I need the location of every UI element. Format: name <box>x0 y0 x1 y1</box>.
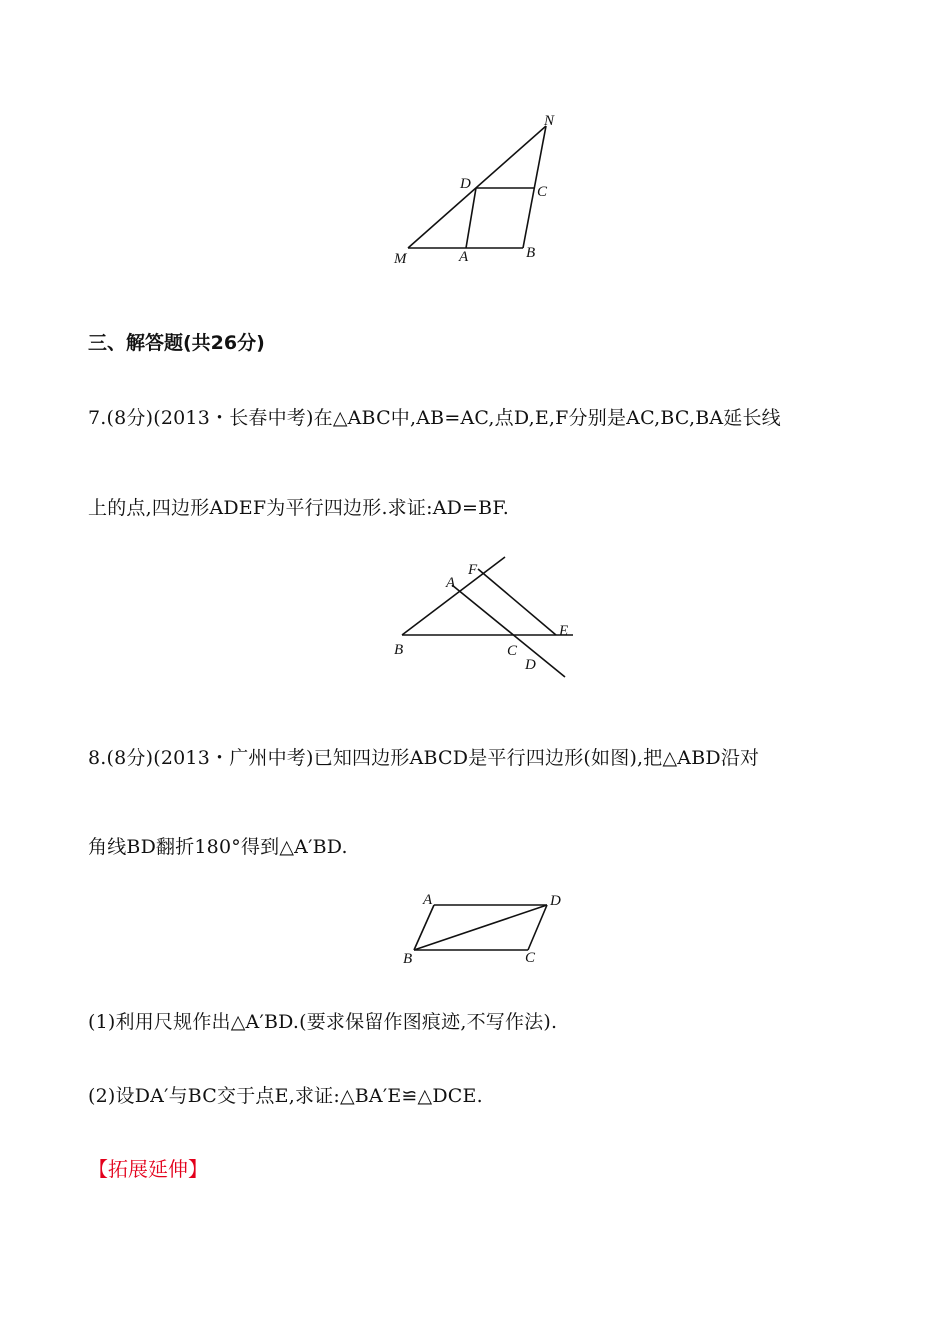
label-C: C <box>525 950 536 966</box>
label-C: C <box>537 184 548 200</box>
segment-AB <box>414 905 434 950</box>
segment-DC <box>528 905 547 950</box>
label-D: D <box>525 657 536 673</box>
section-title-extension: 【拓展延伸】 <box>88 1157 208 1181</box>
figure-2-svg <box>390 555 590 685</box>
segment-BF <box>402 557 505 635</box>
label-D: D <box>460 176 471 192</box>
figure-2-triangle-parallelogram <box>390 555 590 685</box>
label-B: B <box>394 642 404 658</box>
figure-3-parallelogram <box>395 888 575 973</box>
label-B: B <box>403 951 413 967</box>
diagonal-BD <box>414 905 547 950</box>
q8-part-1: (1)利用尺规作出△A′BD.(要求保留作图痕迹,不写作法). <box>88 1011 558 1033</box>
label-E: E <box>559 623 569 639</box>
label-A: A <box>423 892 433 908</box>
section-heading-answer-questions: 三、解答题(共26分) <box>88 332 265 354</box>
figure-3-svg <box>395 888 575 973</box>
label-N: N <box>544 113 555 129</box>
label-B: B <box>526 245 536 261</box>
segment-FE <box>478 569 556 635</box>
label-C: C <box>507 643 518 659</box>
label-M: M <box>394 251 407 267</box>
segment-AD <box>466 188 476 248</box>
q8-text-line-2: 角线BD翻折180°得到△A′BD. <box>88 836 348 858</box>
q7-text-line-1: 7.(8分)(2013・长春中考)在△ABC中,AB=AC,点D,E,F分别是AC,BC,BA延长线 <box>88 407 781 429</box>
label-F: F <box>468 562 478 578</box>
figure-1-svg <box>380 110 580 280</box>
q8-text-line-1: 8.(8分)(2013・广州中考)已知四边形ABCD是平行四边形(如图),把△ABD沿对 <box>88 747 760 769</box>
q7-text-line-2: 上的点,四边形ADEF为平行四边形.求证:AD=BF. <box>88 497 509 519</box>
segment-MN <box>408 126 546 248</box>
figure-1-parallelogram-triangle <box>380 110 580 280</box>
q8-part-2: (2)设DA′与BC交于点E,求证:△BA′E≌△DCE. <box>88 1085 483 1107</box>
label-D: D <box>550 893 561 909</box>
segment-AD <box>452 585 565 677</box>
label-A: A <box>446 575 456 591</box>
label-A: A <box>459 249 469 265</box>
